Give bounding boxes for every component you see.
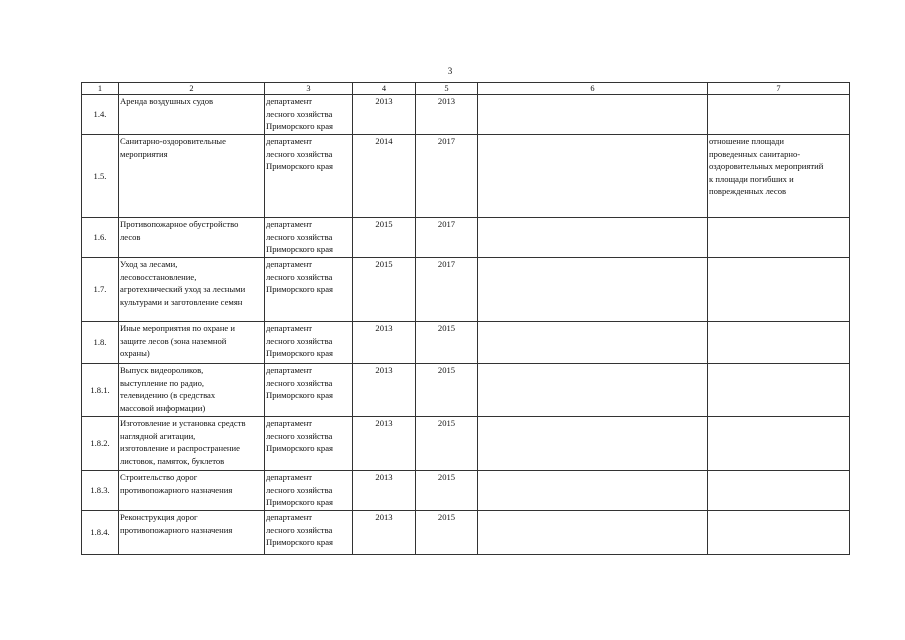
activity-cell: Изготовление и установка средств наглядной агитации, изготовление и распространение листовок, памяток, буклетов bbox=[119, 417, 265, 471]
start-year-cell: 2013 bbox=[353, 95, 416, 135]
page-number: 3 bbox=[447, 66, 453, 76]
result-cell bbox=[478, 135, 708, 218]
row-number: 1.4. bbox=[82, 95, 119, 135]
executor-cell: департамент лесного хозяйства Приморского края bbox=[265, 322, 353, 364]
activity-cell: Реконструкция дорог противопожарного назначения bbox=[119, 511, 265, 555]
start-year-cell: 2013 bbox=[353, 511, 416, 555]
end-year-cell: 2017 bbox=[416, 258, 478, 322]
indicator-cell bbox=[708, 417, 850, 471]
table-row bbox=[82, 218, 850, 258]
end-year-cell: 2015 bbox=[416, 471, 478, 511]
end-year-cell: 2015 bbox=[416, 417, 478, 471]
indicator-cell bbox=[708, 95, 850, 135]
start-year-cell: 2013 bbox=[353, 364, 416, 417]
table-row bbox=[82, 511, 850, 555]
activity-cell: Аренда воздушных судов bbox=[119, 95, 265, 135]
executor-cell: департамент лесного хозяйства Приморского края bbox=[265, 364, 353, 417]
activity-cell: Уход за лесами, лесовосстановление, агротехнический уход за лесными культурами и заготовление семян bbox=[119, 258, 265, 322]
result-cell bbox=[478, 218, 708, 258]
column-number: 3 bbox=[265, 83, 353, 95]
start-year-cell: 2013 bbox=[353, 322, 416, 364]
activity-cell: Иные мероприятия по охране и защите лесов (зона наземной охраны) bbox=[119, 322, 265, 364]
activity-cell: Строительство дорог противопожарного назначения bbox=[119, 471, 265, 511]
result-cell bbox=[478, 364, 708, 417]
indicator-cell bbox=[708, 511, 850, 555]
result-cell bbox=[478, 322, 708, 364]
executor-cell: департамент лесного хозяйства Приморского края bbox=[265, 417, 353, 471]
table-row bbox=[82, 135, 850, 218]
column-number: 4 bbox=[353, 83, 416, 95]
table-row bbox=[82, 471, 850, 511]
table-row bbox=[82, 364, 850, 417]
column-number: 1 bbox=[82, 83, 119, 95]
indicator-cell bbox=[708, 364, 850, 417]
start-year-cell: 2015 bbox=[353, 218, 416, 258]
column-number: 6 bbox=[478, 83, 708, 95]
activity-cell: Выпуск видеороликов, выступление по радио, телевидению (в средствах массовой информации) bbox=[119, 364, 265, 417]
table-row bbox=[82, 258, 850, 322]
activity-cell: Противопожарное обустройство лесов bbox=[119, 218, 265, 258]
indicator-cell bbox=[708, 471, 850, 511]
executor-cell: департамент лесного хозяйства Приморского края bbox=[265, 218, 353, 258]
start-year-cell: 2014 bbox=[353, 135, 416, 218]
column-number-row bbox=[82, 83, 850, 95]
table-row bbox=[82, 95, 850, 135]
start-year-cell: 2013 bbox=[353, 471, 416, 511]
result-cell bbox=[478, 471, 708, 511]
end-year-cell: 2017 bbox=[416, 218, 478, 258]
end-year-cell: 2015 bbox=[416, 364, 478, 417]
activity-cell: Санитарно-оздоровительные мероприятия bbox=[119, 135, 265, 218]
executor-cell: департамент лесного хозяйства Приморского края bbox=[265, 471, 353, 511]
indicator-cell bbox=[708, 322, 850, 364]
indicator-cell bbox=[708, 218, 850, 258]
table-row bbox=[82, 417, 850, 471]
table-row bbox=[82, 322, 850, 364]
executor-cell: департамент лесного хозяйства Приморского края bbox=[265, 258, 353, 322]
indicator-cell bbox=[708, 258, 850, 322]
result-cell bbox=[478, 95, 708, 135]
result-cell bbox=[478, 417, 708, 471]
end-year-cell: 2013 bbox=[416, 95, 478, 135]
row-number: 1.8.1. bbox=[82, 364, 119, 417]
executor-cell: департамент лесного хозяйства Приморского края bbox=[265, 135, 353, 218]
measures-table bbox=[81, 82, 850, 555]
end-year-cell: 2017 bbox=[416, 135, 478, 218]
row-number: 1.8.4. bbox=[82, 511, 119, 555]
executor-cell: департамент лесного хозяйства Приморского края bbox=[265, 95, 353, 135]
row-number: 1.5. bbox=[82, 135, 119, 218]
start-year-cell: 2013 bbox=[353, 417, 416, 471]
executor-cell: департамент лесного хозяйства Приморского края bbox=[265, 511, 353, 555]
end-year-cell: 2015 bbox=[416, 322, 478, 364]
row-number: 1.8. bbox=[82, 322, 119, 364]
row-number: 1.8.2. bbox=[82, 417, 119, 471]
row-number: 1.8.3. bbox=[82, 471, 119, 511]
start-year-cell: 2015 bbox=[353, 258, 416, 322]
end-year-cell: 2015 bbox=[416, 511, 478, 555]
column-number: 2 bbox=[119, 83, 265, 95]
row-number: 1.6. bbox=[82, 218, 119, 258]
result-cell bbox=[478, 511, 708, 555]
result-cell bbox=[478, 258, 708, 322]
row-number: 1.7. bbox=[82, 258, 119, 322]
column-number: 7 bbox=[708, 83, 850, 95]
indicator-cell: отношение площади проведенных санитарно- оздоровительных мероприятий к площади погибших и поврежденных лесов bbox=[708, 135, 850, 218]
column-number: 5 bbox=[416, 83, 478, 95]
